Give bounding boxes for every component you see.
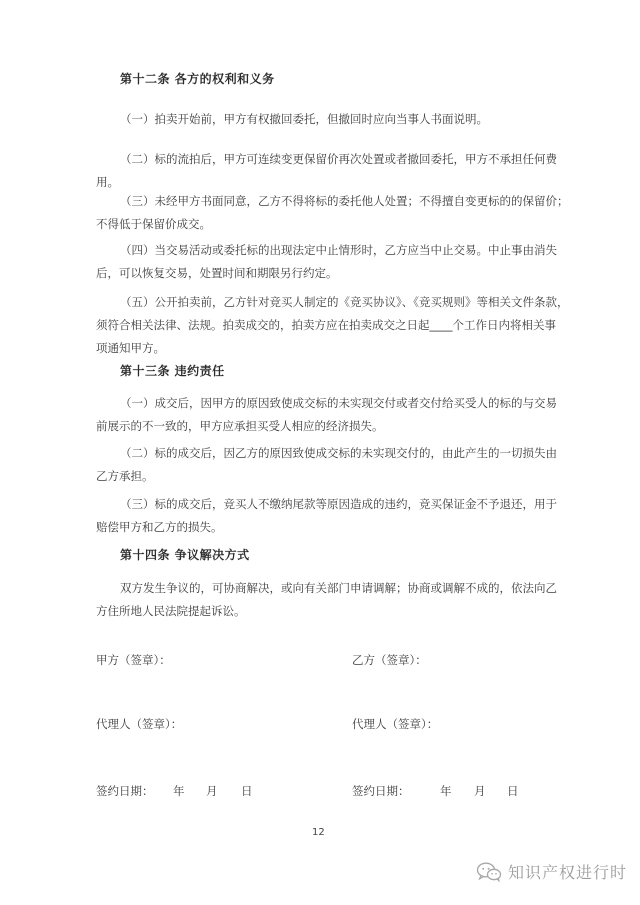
day-label-b: 日 [507,784,519,798]
paragraph-line: 后，可以恢复交易，处置时间和期限另行约定。 [96,266,338,280]
paragraph-line: （一）成交后，因甲方的原因致使成交标的未实现交付或者交付给买受人的标的与交易 [120,396,557,410]
paragraph-line: 用。 [96,175,119,189]
year-label-a: 年 [173,784,185,798]
paragraph-13-3 [96,493,557,539]
paragraph-12-5 [96,291,569,360]
paragraph-line: 赔偿甲方和乙方的损失。 [96,520,223,534]
watermark [476,860,627,883]
paragraph-line: （一）拍卖开始前，甲方有权撤回委托，但撤回时应向当事人书面说明。 [120,112,488,126]
month-label-a: 月 [206,784,218,798]
paragraph-line: （三）标的成交后，竞买人不缴纳尾款等原因造成的违约，竞买保证金不予退还，用于 [120,497,557,511]
wechat-icon [476,862,502,882]
paragraph-line: 须符合相关法律、法规。拍卖成交的，拍卖方应在拍卖成交之日起____个工作日内将相关事 [96,318,556,332]
section-heading-13: 第十三条 违约责任 [120,364,225,378]
paragraph-line: （三）未经甲方书面同意，乙方不得将标的委托他人处置；不得擅自变更标的的保留价； [120,194,569,208]
paragraph-14-1 [96,577,557,623]
paragraph-13-1 [96,392,557,438]
section-heading-14: 第十四条 争议解决方式 [120,548,250,562]
paragraph-12-1 [96,108,546,131]
paragraph-line: 方住所地人民法院提起诉讼。 [96,604,246,618]
paragraph-line: （五）公开拍卖前，乙方针对竞买人制定的《竞买协议》、《竞买规则》等相关文件条款， [120,295,569,309]
date-label-b: 签约日期： [352,784,410,798]
paragraph-line: 不得低于保留价成交。 [96,217,211,231]
paragraph-line: 乙方承担。 [96,469,154,483]
agent-b-signature-label: 代理人（签章）： [352,717,439,731]
paragraph-12-4 [96,239,557,285]
day-label-a: 日 [241,784,253,798]
page-number: 12 [312,827,325,838]
paragraph-line: （二）标的成交后，因乙方的原因致使成交标的未实现交付的，由此产生的一切损失由 [120,446,557,460]
paragraph-line: （二）标的流拍后，甲方可连续变更保留价再次处置或者撤回委托，甲方不承担任何费 [120,152,557,166]
paragraph-line: 项通知甲方。 [96,341,165,355]
paragraph-12-2 [96,148,557,194]
paragraph-13-2 [96,442,557,488]
party-a-signature-label: 甲方（签章）： [96,653,171,667]
paragraph-line: 前展示的不一致的，甲方应承担买受人相应的经济损失。 [96,419,384,433]
paragraph-line: 双方发生争议的，可协商解决，或向有关部门申请调解；协商或调解不成的，依法向乙 [120,581,557,595]
paragraph-line: （四）当交易活动或委托标的出现法定中止情形时，乙方应当中止交易。中止事由消失 [120,243,557,257]
year-label-b: 年 [440,784,452,798]
paragraph-12-3 [96,190,569,236]
watermark-text: 知识产权进行时 [508,863,628,882]
party-b-signature-label: 乙方（签章）： [352,653,427,667]
section-heading-12: 第十二条 各方的权利和义务 [120,72,275,86]
date-label-a: 签约日期： [96,784,154,798]
month-label-b: 月 [474,784,486,798]
agent-a-signature-label: 代理人（签章）： [96,717,183,731]
